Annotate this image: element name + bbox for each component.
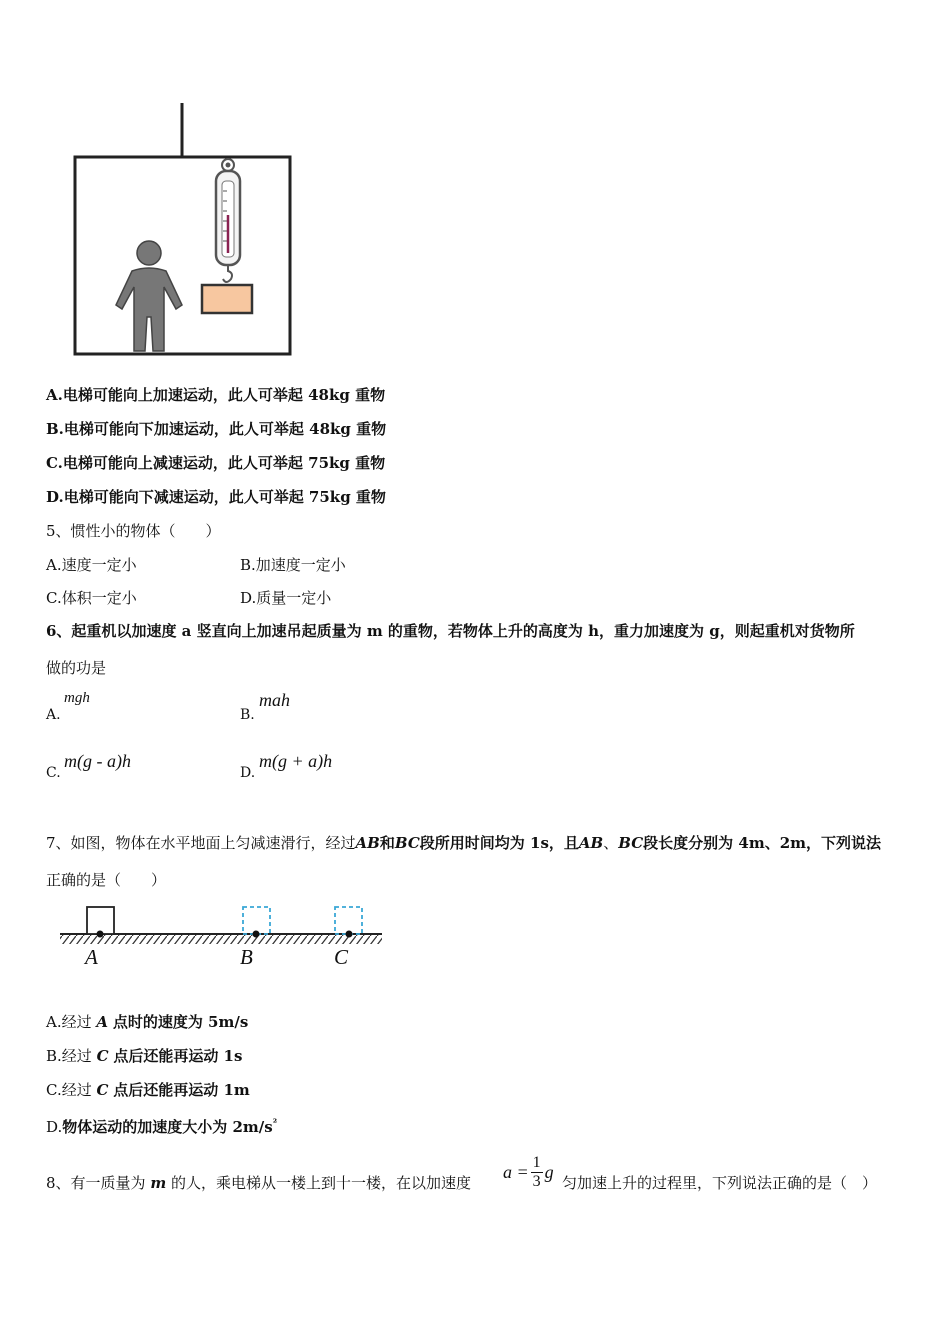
q4-option-c: C.电梯可能向上减速运动，此人可举起 75kg 重物 (46, 454, 386, 472)
q6-option-b-formula: mah (259, 690, 290, 710)
q6-option-c-label: C. (46, 765, 61, 781)
q4-option-b: B.电梯可能向下加速运动，此人可举起 48kg 重物 (46, 420, 387, 438)
q6-stem-line1: 6、起重机以加速度 a 竖直向上加速吊起质量为 m 的重物，若物体上升的高度为 h，重力加速度为 g，则起重机对货物所 (46, 622, 855, 640)
elevator-car (75, 157, 290, 354)
label-b: B (240, 945, 253, 969)
q8-formula: a = $\frac{1}{3}$ g (503, 1153, 554, 1190)
q7-stem-line2: 正确的是（ ） (46, 871, 167, 889)
block-at-b-dashed (243, 907, 270, 934)
label-a: A (85, 945, 98, 969)
point-a (97, 931, 104, 938)
label-c: C (334, 945, 349, 969)
ground-hatch (60, 935, 382, 944)
q5-stem: 5、惯性小的物体（ ） (46, 522, 221, 540)
q4-option-d: D.电梯可能向下减速运动，此人可举起 75kg 重物 (46, 488, 386, 506)
point-c (346, 931, 353, 938)
q5-option-b: B.加速度一定小 (240, 556, 346, 574)
weight-box (202, 285, 252, 313)
q7-option-d: D.物体运动的加速度大小为 $2m/s^{^2}$ (46, 1118, 278, 1136)
motion-figure (55, 900, 390, 972)
point-b (253, 931, 260, 938)
q6-option-b-label: B. (240, 707, 255, 723)
q5-option-a: A.速度一定小 (46, 556, 137, 574)
q4-option-a: A.电梯可能向上加速运动，此人可举起 48kg 重物 (46, 386, 386, 404)
q5-option-c: C.体积一定小 (46, 589, 137, 607)
spring-scale-icon (216, 159, 240, 282)
q7-option-a: A.经过 A 点时的速度为 5m/s (46, 1013, 249, 1031)
q6-option-d-formula: m(g + a)h (259, 751, 333, 771)
q5-option-d: D.质量一定小 (240, 589, 332, 607)
q7-option-b: B.经过 C 点后还能再运动 1s (46, 1047, 243, 1065)
q6-option-c-formula: m(g - a)h (64, 751, 131, 771)
q6-option-a-formula: mgh (64, 690, 90, 706)
block-at-c-dashed (335, 907, 362, 934)
q6-option-a-label: A. (46, 707, 61, 723)
elevator-figure (60, 95, 310, 365)
q7-option-c: C.经过 C 点后还能再运动 1m (46, 1081, 250, 1099)
block-at-a (87, 907, 114, 934)
person-icon (116, 241, 182, 351)
q8-stem: 8、有一质量为 m 的人，乘电梯从一楼上到十一楼，在以加速度 (46, 1174, 471, 1192)
q8-stem-end: 匀加速上升的过程里，下列说法正确的是（ ） (562, 1174, 878, 1192)
q7-stem-line1: 7、如图，物体在水平地面上匀减速滑行，经过AB和BC段所用时间均为 1s，且AB、BC段长度分别为 4m、2m，下列说法 (46, 834, 881, 852)
q6-stem-line2: 做的功是 (46, 659, 107, 677)
q6-option-d-label: D. (240, 765, 256, 781)
